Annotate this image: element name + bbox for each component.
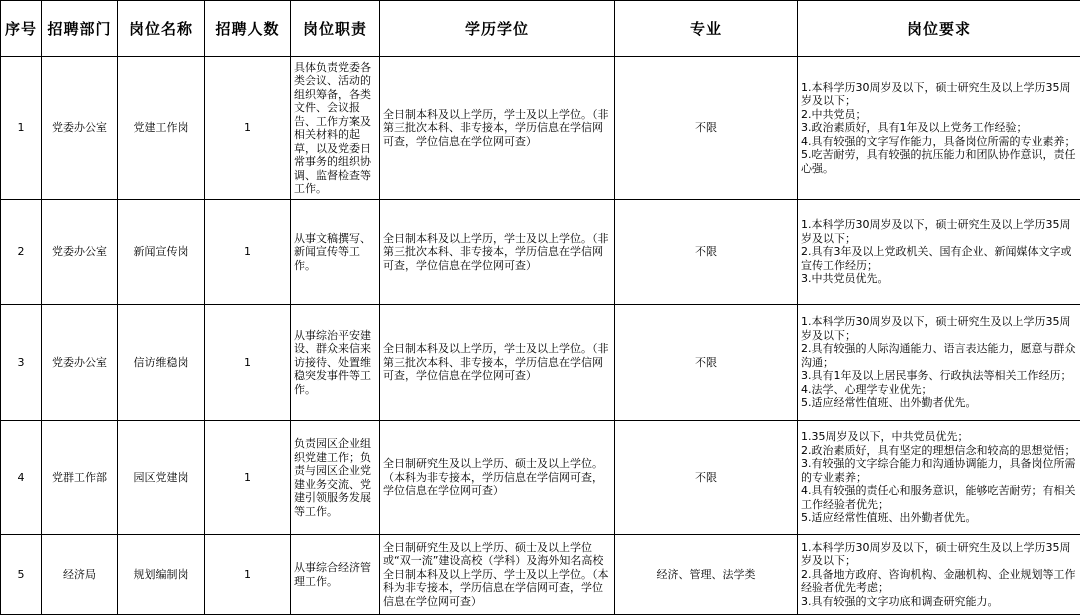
cell-no: 1 bbox=[1, 57, 42, 200]
cell-requirements bbox=[798, 57, 1080, 200]
cell-position: 新闻宣传岗 bbox=[118, 200, 205, 305]
table-row bbox=[1, 535, 1080, 615]
header-row bbox=[1, 1, 1080, 57]
table-row bbox=[1, 200, 1080, 305]
header-requirements: 岗位要求 bbox=[798, 1, 1080, 57]
requirement-line: 5.适应经常性值班、出外勤者优先。 bbox=[801, 396, 1077, 410]
requirement-line: 2.政治素质好，具有坚定的理想信念和较高的思想觉悟； bbox=[801, 444, 1077, 458]
cell-major: 不限 bbox=[615, 57, 798, 200]
requirement-line: 1.本科学历30周岁及以下，硕士研究生及以上学历35周岁及以下； bbox=[801, 541, 1077, 568]
cell-dept: 党委办公室 bbox=[42, 57, 118, 200]
requirement-line: 5.吃苦耐劳，具有较强的抗压能力和团队协作意识，责任心强。 bbox=[801, 148, 1077, 175]
cell-duty: 从事综合经济管理工作。 bbox=[291, 535, 380, 615]
cell-no: 2 bbox=[1, 200, 42, 305]
requirement-line: 3.政治素质好，具有1年及以上党务工作经验； bbox=[801, 121, 1077, 135]
cell-no: 3 bbox=[1, 305, 42, 421]
requirement-line: 4.具有较强的文字写作能力，具备岗位所需的专业素养； bbox=[801, 135, 1077, 149]
cell-count: 1 bbox=[205, 305, 291, 421]
cell-dept: 党委办公室 bbox=[42, 200, 118, 305]
cell-dept: 经济局 bbox=[42, 535, 118, 615]
requirement-line: 1.本科学历30周岁及以下，硕士研究生及以上学历35周岁及以下； bbox=[801, 81, 1077, 108]
cell-duty: 具体负责党委各类会议、活动的组织筹备，各类文件、会议报告、工作方案及相关材料的起草，以及党委日常事务的组织协调、监督检查等工作。 bbox=[291, 57, 380, 200]
requirement-line: 2.具有3年及以上党政机关、国有企业、新闻媒体文字或宣传工作经历； bbox=[801, 245, 1077, 272]
cell-education: 全日制本科及以上学历，学士及以上学位。（非第三批次本科、非专接本，学历信息在学信网可查，学位信息在学位网可查） bbox=[380, 305, 615, 421]
cell-education: 全日制本科及以上学历，学士及以上学位。（非第三批次本科、非专接本，学历信息在学信网可查，学位信息在学位网可查） bbox=[380, 57, 615, 200]
requirement-line: 1.本科学历30周岁及以下，硕士研究生及以上学历35周岁及以下； bbox=[801, 218, 1077, 245]
cell-major: 经济、管理、法学类 bbox=[615, 535, 798, 615]
requirement-line: 3.具有较强的文字功底和调查研究能力。 bbox=[801, 595, 1077, 609]
header-major: 专业 bbox=[615, 1, 798, 57]
cell-count: 1 bbox=[205, 57, 291, 200]
requirement-line: 2.具备地方政府、咨询机构、金融机构、企业规划等工作经验者优先考虑； bbox=[801, 568, 1077, 595]
cell-count: 1 bbox=[205, 421, 291, 535]
header-count: 招聘人数 bbox=[205, 1, 291, 57]
cell-duty: 从事综治平安建设、群众来信来访接待、处置维稳突发事件等工作。 bbox=[291, 305, 380, 421]
cell-position: 信访维稳岗 bbox=[118, 305, 205, 421]
cell-major: 不限 bbox=[615, 200, 798, 305]
cell-requirements bbox=[798, 305, 1080, 421]
cell-requirements bbox=[798, 535, 1080, 615]
requirement-line: 2.具有较强的人际沟通能力、语言表达能力，愿意与群众沟通； bbox=[801, 342, 1077, 369]
cell-no: 5 bbox=[1, 535, 42, 615]
requirement-line: 2.中共党员； bbox=[801, 108, 1077, 122]
cell-duty: 负责园区企业组织党建工作；负责与园区企业党建业务交流、党建引领服务发展等工作。 bbox=[291, 421, 380, 535]
cell-duty: 从事文稿撰写、新闻宣传等工作。 bbox=[291, 200, 380, 305]
cell-position: 园区党建岗 bbox=[118, 421, 205, 535]
cell-position: 党建工作岗 bbox=[118, 57, 205, 200]
cell-major: 不限 bbox=[615, 305, 798, 421]
cell-education: 全日制本科及以上学历，学士及以上学位。（非第三批次本科、非专接本，学历信息在学信网可查，学位信息在学位网可查） bbox=[380, 200, 615, 305]
table-row bbox=[1, 305, 1080, 421]
cell-education: 全日制研究生及以上学历、硕士及以上学位。（本科为非专接本，学历信息在学信网可查，学位信息在学位网可查） bbox=[380, 421, 615, 535]
cell-no: 4 bbox=[1, 421, 42, 535]
header-dept: 招聘部门 bbox=[42, 1, 118, 57]
table-row bbox=[1, 57, 1080, 200]
cell-requirements bbox=[798, 421, 1080, 535]
requirement-line: 1.35周岁及以下，中共党员优先； bbox=[801, 430, 1077, 444]
requirement-line: 5.适应经常性值班、出外勤者优先。 bbox=[801, 511, 1077, 525]
header-position: 岗位名称 bbox=[118, 1, 205, 57]
cell-requirements bbox=[798, 200, 1080, 305]
header-duty: 岗位职责 bbox=[291, 1, 380, 57]
header-education: 学历学位 bbox=[380, 1, 615, 57]
cell-education: 全日制研究生及以上学历、硕士及以上学位或“双一流”建设高校（学科）及海外知名高校全日制本科及以上学历、学士及以上学位。（本科为非专接本，学历信息在学信网可查，学位信息在学位网可查） bbox=[380, 535, 615, 615]
requirement-line: 1.本科学历30周岁及以下，硕士研究生及以上学历35周岁及以下； bbox=[801, 315, 1077, 342]
requirement-line: 4.法学、心理学专业优先； bbox=[801, 383, 1077, 397]
cell-count: 1 bbox=[205, 200, 291, 305]
requirement-line: 4.具有较强的责任心和服务意识，能够吃苦耐劳；有相关工作经验者优先； bbox=[801, 484, 1077, 511]
cell-count: 1 bbox=[205, 535, 291, 615]
cell-major: 不限 bbox=[615, 421, 798, 535]
requirement-line: 3.中共党员优先。 bbox=[801, 272, 1077, 286]
cell-dept: 党群工作部 bbox=[42, 421, 118, 535]
header-no: 序号 bbox=[1, 1, 42, 57]
requirement-line: 3.有较强的文字综合能力和沟通协调能力，具备岗位所需的专业素养； bbox=[801, 457, 1077, 484]
requirement-line: 3.具有1年及以上居民事务、行政执法等相关工作经历； bbox=[801, 369, 1077, 383]
cell-position: 规划编制岗 bbox=[118, 535, 205, 615]
table-row bbox=[1, 421, 1080, 535]
cell-dept: 党委办公室 bbox=[42, 305, 118, 421]
